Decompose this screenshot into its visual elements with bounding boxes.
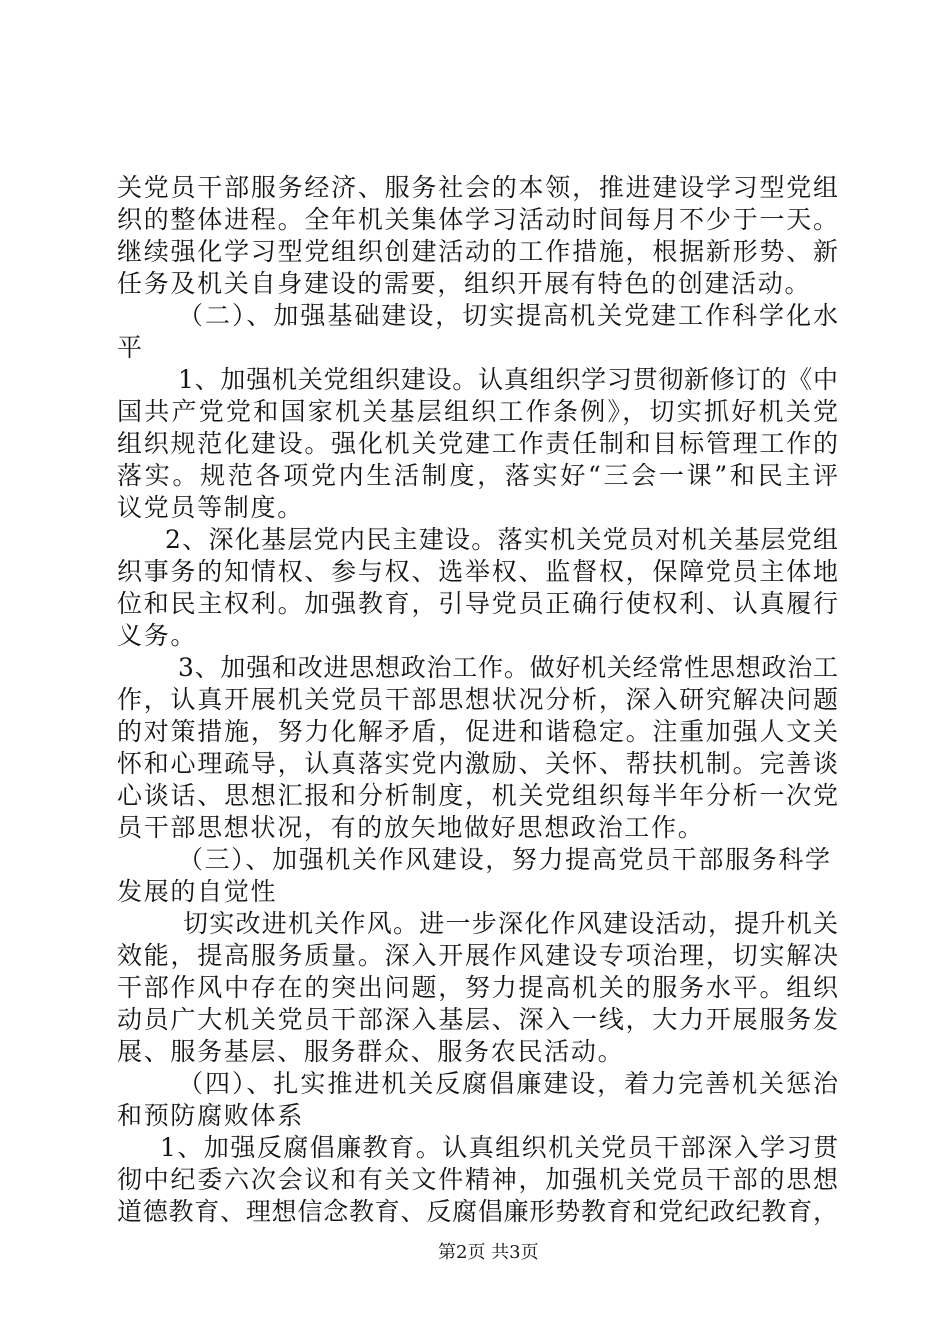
body-text-line: 干部作风中存在的突出问题，努力提高机关的服务水平。组织 xyxy=(117,973,838,1002)
body-text-line: 织事务的知情权、参与权、选举权、监督权，保障党员主体地 xyxy=(117,557,838,586)
body-text-line: 任务及机关自身建设的需要，组织开展有特色的创建活动。 xyxy=(117,269,812,298)
body-text-line: 落实。规范各项党内生活制度，落实好“三会一课”和民主评 xyxy=(117,461,838,490)
body-text-line: 议党员等制度。 xyxy=(117,493,304,522)
body-text-line: 组织规范化建设。强化机关党建工作责任制和目标管理工作的 xyxy=(117,429,838,458)
body-paragraph xyxy=(117,172,838,300)
body-text-line: 继续强化学习型党组织创建活动的工作措施，根据新形势、新 xyxy=(117,237,838,266)
body-text-line: 2、深化基层党内民主建设。落实机关党员对机关基层党组 xyxy=(165,525,838,554)
section-heading-line: （二）、加强基础建设，切实提高机关党建工作科学化水 xyxy=(178,301,838,330)
section-heading-line: （四）、扎实推进机关反腐倡廉建设，着力完善机关惩治 xyxy=(178,1069,838,1098)
section-heading-4 xyxy=(117,1068,838,1132)
body-paragraph xyxy=(117,652,838,844)
section-heading-line: 发展的自觉性 xyxy=(117,877,278,906)
body-text-line: 怀和心理疏导，认真落实党内激励、关怀、帮扶机制。完善谈 xyxy=(117,749,838,778)
body-paragraph xyxy=(117,364,838,524)
body-text-line: 心谈话、思想汇报和分析制度，机关党组织每半年分析一次党 xyxy=(117,781,838,810)
body-text-line: 义务。 xyxy=(117,621,198,650)
body-text-line: 位和民主权利。加强教育，引导党员正确行使权利、认真履行 xyxy=(117,589,838,618)
section-heading-3 xyxy=(117,844,838,908)
page-footer: 第2页 共3页 xyxy=(438,1242,539,1263)
section-heading-line: （三）、加强机关作风建设，努力提高党员干部服务科学 xyxy=(178,845,830,874)
section-heading-line: 和预防腐败体系 xyxy=(117,1101,304,1130)
body-paragraph xyxy=(117,1132,838,1228)
body-text-line: 3、加强和改进思想政治工作。做好机关经常性思想政治工 xyxy=(178,653,838,682)
section-heading-2 xyxy=(117,300,838,364)
body-text-line: 1、加强反腐倡廉教育。认真组织机关党员干部深入学习贯 xyxy=(160,1133,838,1162)
body-text-line: 的对策措施，努力化解矛盾，促进和谐稳定。注重加强人文关 xyxy=(117,717,838,746)
body-text-line: 1、加强机关党组织建设。认真组织学习贯彻新修订的《中 xyxy=(178,365,838,394)
body-text-line: 关党员干部服务经济、服务社会的本领，推进建设学习型党组 xyxy=(117,173,838,202)
body-text-line: 织的整体进程。全年机关集体学习活动时间每月不少于一天。 xyxy=(117,205,838,234)
section-heading-line: 平 xyxy=(117,333,144,362)
body-text-line: 展、服务基层、服务群众、服务农民活动。 xyxy=(117,1037,625,1066)
document-body xyxy=(117,172,838,1228)
body-text-line: 动员广大机关党员干部深入基层、深入一线，大力开展服务发 xyxy=(117,1005,838,1034)
body-paragraph xyxy=(117,524,838,652)
body-text-line: 效能，提高服务质量。深入开展作风建设专项治理，切实解决 xyxy=(117,941,838,970)
body-text-line: 员干部思想状况，有的放矢地做好思想政治工作。 xyxy=(117,813,705,842)
body-paragraph xyxy=(117,908,838,1068)
body-text-line: 国共产党党和国家机关基层组织工作条例》，切实抓好机关党 xyxy=(117,397,838,426)
body-text-line: 切实改进机关作风。进一步深化作风建设活动，提升机关 xyxy=(183,909,838,938)
body-text-line: 作，认真开展机关党员干部思想状况分析，深入研究解决问题 xyxy=(117,685,838,714)
body-text-line: 道德教育、理想信念教育、反腐倡廉形势教育和党纪政纪教育， xyxy=(117,1197,838,1226)
body-text-line: 彻中纪委六次会议和有关文件精神，加强机关党员干部的思想 xyxy=(117,1165,838,1194)
